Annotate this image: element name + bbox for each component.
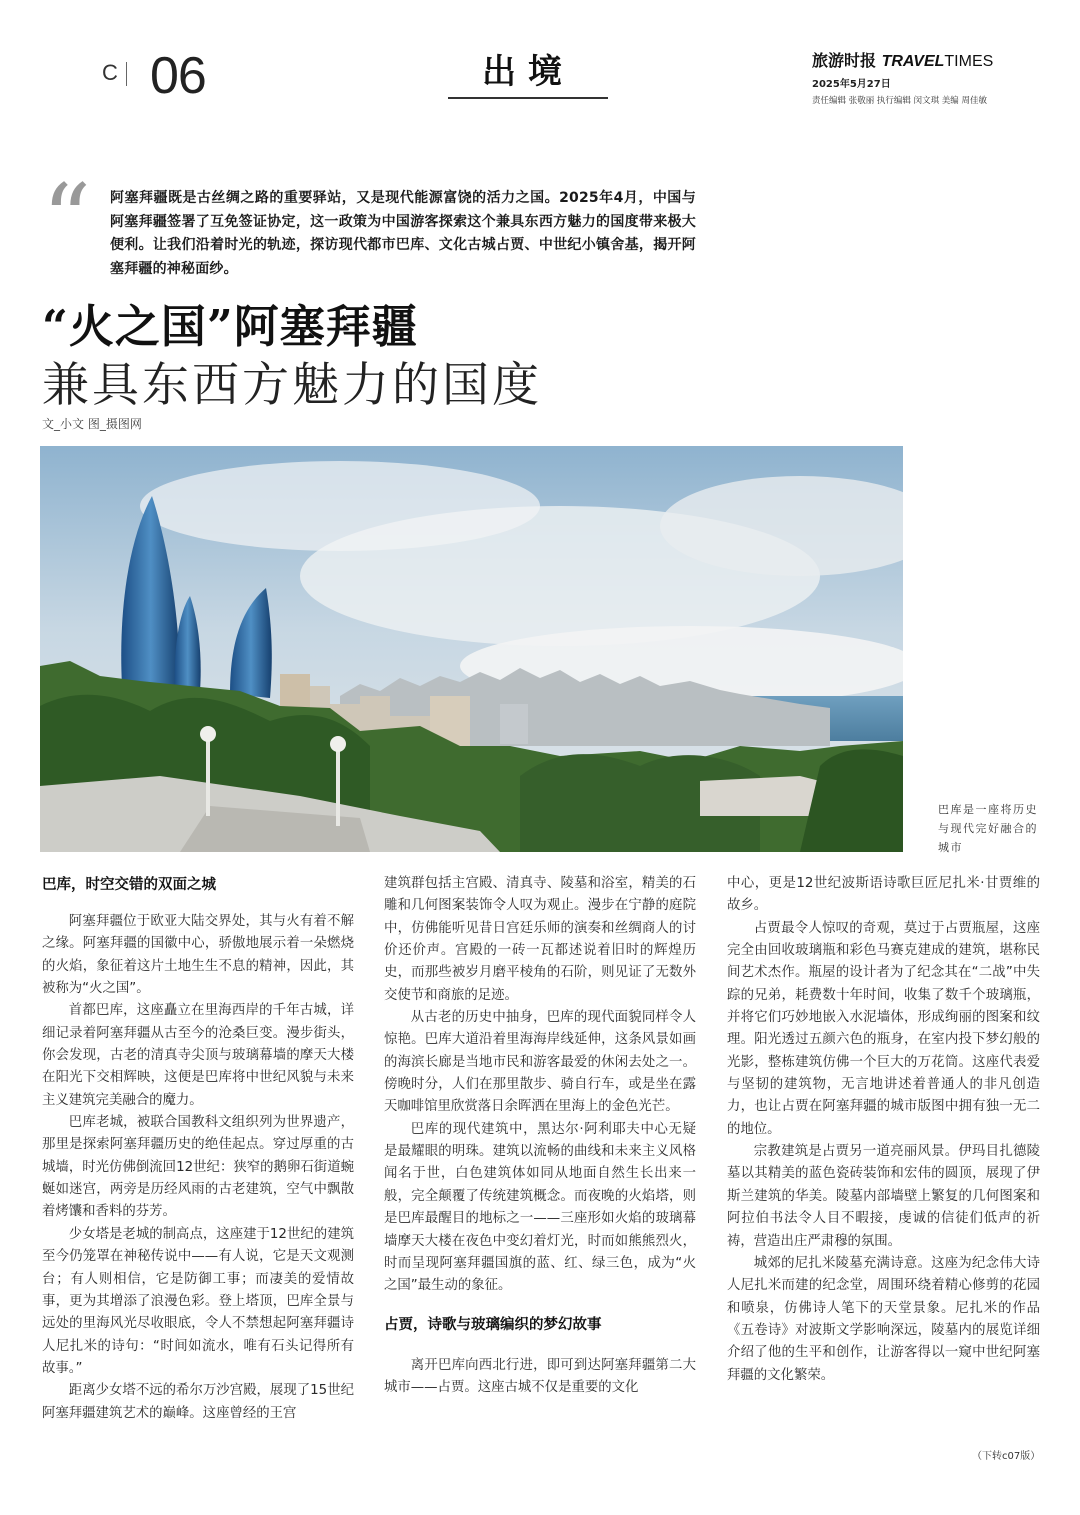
paragraph: 巴库的现代建筑中，黑达尔·阿利耶夫中心无疑是最耀眼的明珠。建筑以流畅的曲线和未来主义风格闻名于世，白色建筑体如同从地面自然生长出来一般，完全颠覆了传统建筑概念。而夜晚的火焰塔，则是巴库最醒目的地标之一——三座形如火焰的玻璃幕墙摩天大楼在夜色中变幻着灯光，时而如熊熊烈火，时而呈现阿塞拜疆国旗的蓝、红、绿三色，成为“火之国”最生动的象征。 bbox=[384, 1121, 696, 1294]
article-column-3 bbox=[727, 873, 1040, 1387]
continued-note: （下转c07版） bbox=[972, 1451, 1041, 1462]
paragraph: 首都巴库，这座矗立在里海西岸的千年古城，详细记录着阿塞拜疆从古至今的沧桑巨变。漫步街头，你会发现，古老的清真寺尖顶与玻璃幕墙的摩天大楼在阳光下交相辉映，这便是巴库将中世纪风貌与未来主义建筑完美融合的魔力。 bbox=[42, 1003, 354, 1108]
paragraph: 建筑群包括主宫殿、清真寺、陵墓和浴室，精美的石雕和几何图案装饰令人叹为观止。漫步在宁静的庭院中，仿佛能听见昔日宫廷乐师的演奏和丝绸商人的讨价还价声。宫殿的一砖一瓦都述说着旧时的辉煌历史，而那些被岁月磨平棱角的石阶，则见证了无数外交使节和商旅的足迹。 bbox=[384, 876, 696, 1003]
section-code bbox=[102, 60, 135, 86]
lamp-globe bbox=[200, 726, 216, 742]
photo-caption: 巴库是一座将历史与现代完好融合的城市 bbox=[938, 803, 1038, 854]
page-number: 06 bbox=[150, 47, 206, 105]
baku-skyline-photo bbox=[40, 446, 903, 852]
paragraph: 占贾最令人惊叹的奇观，莫过于占贾瓶屋，这座完全由回收玻璃瓶和彩色马赛克建成的建筑，堪称民间艺术杰作。瓶屋的设计者为了纪念其在“二战”中失踪的兄弟，耗费数十年时间，收集了数千个玻璃瓶，并将它们巧妙地嵌入水泥墙体，形成绚丽的图案和纹理。阳光透过五颜六色的瓶身，在室内投下梦幻般的光影，整栋建筑仿佛一个巨大的万花筒。这座代表爱与坚韧的建筑物，无言地讲述着普通人的非凡创造力，也让占贾在阿塞拜疆的城市版图中拥有独一无二的地位。 bbox=[727, 920, 1040, 1137]
paragraph: 巴库老城，被联合国教科文组织列为世界遗产，那里是探索阿塞拜疆历史的绝佳起点。穿过厚重的古城墙，时光仿佛倒流回12世纪：狭窄的鹅卵石街道蜿蜒如迷宫，两旁是历经风雨的古老建筑，空气中飘散着烤馕和香料的芬芳。 bbox=[42, 1115, 354, 1220]
paragraph: 宗教建筑是占贾另一道亮丽风景。伊玛目扎德陵墓以其精美的蓝色瓷砖装饰和宏伟的圆顶，展现了伊斯兰建筑的华美。陵墓内部墙壁上繁复的几何图案和阿拉伯书法令人目不暇接，虔诚的信徒们低声的祈祷，营造出庄严肃穆的氛围。 bbox=[727, 1144, 1040, 1249]
section-heading-ganja: 占贾，诗歌与玻璃编织的梦幻故事 bbox=[384, 1316, 602, 1333]
headline-main: “火之国”阿塞拜疆 bbox=[42, 300, 418, 353]
editor-credits: 责任编辑 张敬丽 执行编辑 闵文琪 美编 周佳敏 bbox=[812, 96, 988, 106]
article-column-2 bbox=[384, 873, 696, 1399]
article-column-1 bbox=[42, 873, 354, 1425]
paragraph: 从古老的历史中抽身，巴库的现代面貌同样令人惊艳。巴库大道沿着里海海岸线延伸，这条风景如画的海滨长廊是当地市民和游客最爱的休闲去处之一。傍晚时分，人们在那里散步、骑自行车，或是坐在露天咖啡馆里欣赏落日余晖洒在里海上的金色光芒。 bbox=[384, 1010, 696, 1115]
section-letter: C bbox=[102, 60, 120, 85]
masthead bbox=[812, 48, 1052, 106]
paragraph: 中心，更是12世纪波斯语诗歌巨匠尼扎米·甘贾维的故乡。 bbox=[727, 876, 1040, 914]
section-heading-baku: 巴库，时空交错的双面之城 bbox=[42, 877, 216, 893]
section-title-rule bbox=[448, 97, 608, 99]
paragraph: 离开巴库向西北行进，即可到达阿塞拜疆第二大城市——占贾。这座古城不仅是重要的文化 bbox=[384, 1357, 696, 1395]
issue-date: 2025年5月27日 bbox=[812, 79, 891, 90]
paper-name-en-bold: TRAVEL bbox=[881, 53, 945, 70]
headline-sub: 兼具东西方魅力的国度 bbox=[42, 358, 542, 413]
cloud bbox=[140, 461, 540, 551]
byline: 文_小文 图_摄图网 bbox=[42, 417, 142, 431]
paragraph: 少女塔是老城的制高点，这座建于12世纪的建筑至今仍笼罩在神秘传说中——有人说，它是天文观测台；有人则相信，它是防御工事；而凄美的爱情故事，更为其增添了浪漫色彩。登上塔顶，巴库全景与远处的里海风光尽收眼底，令人不禁想起阿塞拜疆诗人尼扎米的诗句：“时间如流水，唯有石头记得所有故事。” bbox=[42, 1226, 354, 1376]
lamp-globe bbox=[330, 736, 346, 752]
paragraph: 城郊的尼扎米陵墓充满诗意。这座为纪念伟大诗人尼扎米而建的纪念堂，周围环绕着精心修剪的花园和喷泉，仿佛诗人笔下的天堂景象。尼扎米的作品《五卷诗》对波斯文学影响深远，陵墓内的展览详细介绍了他的生平和创作，让游客得以一窥中世纪阿塞拜疆的文化繁荣。 bbox=[727, 1255, 1040, 1383]
tall-building bbox=[500, 704, 528, 744]
paper-name-en-light: TIMES bbox=[944, 53, 994, 70]
paragraph: 距离少女塔不远的希尔万沙宫殿，展现了15世纪阿塞拜疆建筑艺术的巅峰。这座曾经的王宫 bbox=[42, 1383, 354, 1421]
paper-name-cn: 旅游时报 bbox=[812, 51, 877, 70]
paper-name bbox=[812, 48, 1052, 71]
section-divider bbox=[126, 62, 127, 86]
lamp-post bbox=[336, 746, 340, 826]
lead-paragraph: 阿塞拜疆既是古丝绸之路的重要驿站，又是现代能源富饶的活力之国。2025年4月，中国与阿塞拜疆签署了互免签证协定，这一政策为中国游客探索这个兼具东西方魅力的国度带来极大便利。让我们沿着时光的轨迹，探访现代都市巴库、文化古城占贾、中世纪小镇舍基，揭开阿塞拜疆的神秘面纱。 bbox=[110, 190, 696, 277]
lamp-post bbox=[206, 736, 210, 816]
quote-mark-icon: “ bbox=[42, 164, 92, 276]
section-title: 出境 bbox=[482, 52, 574, 92]
paragraph: 阿塞拜疆位于欧亚大陆交界处，其与火有着不解之缘。阿塞拜疆的国徽中心，骄傲地展示着一朵燃烧的火焰，象征着这片土地生生不息的精神，因此，其被称为“火之国”。 bbox=[42, 914, 354, 997]
